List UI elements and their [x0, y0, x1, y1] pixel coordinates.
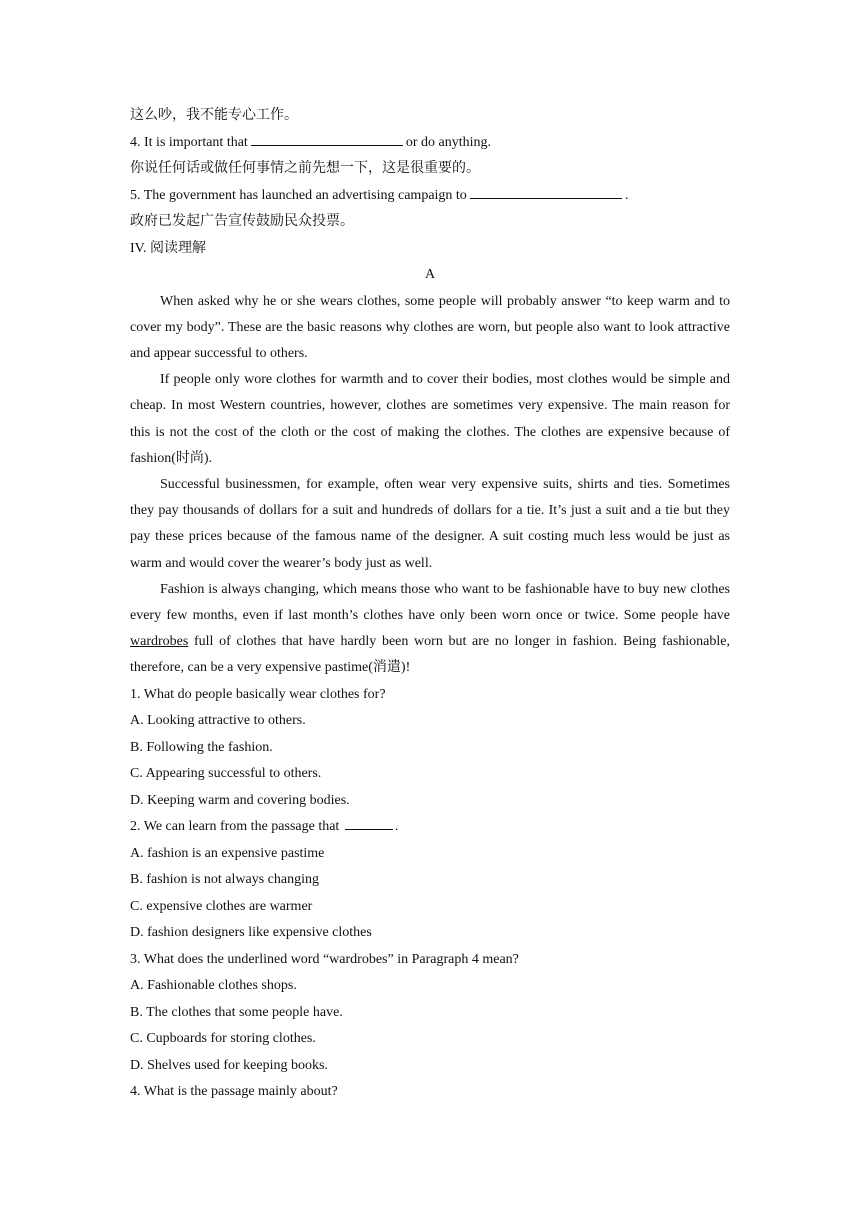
question-4-stem: 4. What is the passage mainly about?	[130, 1084, 338, 1100]
question-2-stem	[130, 814, 730, 841]
question-1-option-b: B. Following the fashion.	[130, 739, 273, 755]
question-5-text-before: 5. The government has launched an advertising campaign to	[130, 187, 467, 203]
paragraph-4-text-after: full of clothes that have hardly been worn but are no longer in fashion. Being fashionable, therefore, can be a very expensive pastime(消遣)!	[130, 634, 730, 676]
question-5-blank[interactable]	[470, 185, 622, 199]
document-content	[130, 103, 730, 1106]
question-3-option-d: D. Shelves used for keeping books.	[130, 1057, 328, 1073]
question-1-option-c: C. Appearing successful to others.	[130, 766, 322, 782]
question-5-text-after: .	[624, 187, 629, 203]
question-1-stem: 1. What do people basically wear clothes for?	[130, 686, 386, 702]
section-title: IV. 阅读理解	[130, 240, 206, 256]
question-5-translation: 政府已发起广告宣传鼓励民众投票。	[130, 214, 354, 229]
question-3-option-b: B. The clothes that some people have.	[130, 1004, 343, 1020]
paragraph-4	[130, 577, 730, 682]
paragraph-2: If people only wore clothes for warmth and to cover their bodies, most clothes would be simple and cheap. In most Western countries, however, clothes are sometimes very expensive. The main reason for this is not the cost of the cloth or the cost of making the clothes. The clothes are expensive because of fashion(时尚).	[130, 372, 730, 466]
question-2-option-b: B. fashion is not always changing	[130, 872, 319, 888]
paragraph-1: When asked why he or she wears clothes, some people will probably answer “to keep warm and to cover my body”. These are the basic reasons why clothes are worn, but people also want to look attractive and appear successful to others.	[130, 293, 730, 361]
question-2-option-c: C. expensive clothes are warmer	[130, 898, 313, 914]
question-1-option-d: D. Keeping warm and covering bodies.	[130, 792, 350, 808]
question-4-translation: 你说任何话或做任何事情之前先想一下，这是很重要的。	[130, 161, 480, 176]
question-3-option-c: C. Cupboards for storing clothes.	[130, 1031, 316, 1047]
question-2-text-before: 2. We can learn from the passage that	[130, 819, 340, 835]
question-3-stem: 3. What does the underlined word “wardrobes” in Paragraph 4 mean?	[130, 951, 519, 967]
question-2-blank	[345, 817, 393, 830]
question-2-option-d: D. fashion designers like expensive clothes	[130, 925, 372, 941]
question-4-text-before: 4. It is important that	[130, 134, 248, 150]
paragraph-3: Successful businessmen, for example, often wear very expensive suits, shirts and ties. Sometimes they pay thousands of dollars for a suit and hundreds of dollars for a tie. It’s just a suit and a tie but they pay these prices because of the famous name of the designer. A suit costing much less would be just as warm and would cover the wearer’s body just as well.	[130, 476, 730, 571]
paragraph-4-text-before: Fashion is always changing, which means those who want to be fashionable have to buy new clothes every few months, even if last month’s clothes have only been worn once or twice. Some people have	[130, 581, 730, 623]
passage-label: A	[424, 267, 436, 282]
question-4-sentence	[130, 130, 730, 157]
underlined-word: wardrobes	[130, 634, 189, 650]
question-1-option-a: A. Looking attractive to others.	[130, 713, 306, 729]
question-2-option-a: A. fashion is an expensive pastime	[130, 845, 325, 861]
question-3-option-a: A. Fashionable clothes shops.	[130, 978, 297, 994]
question-4-text-after: or do anything.	[405, 134, 491, 150]
question-2-text-after: .	[394, 819, 399, 835]
question-4-blank[interactable]	[251, 132, 403, 146]
translation-line: 这么吵，我不能专心工作。	[130, 108, 298, 123]
question-5-sentence	[130, 183, 730, 210]
